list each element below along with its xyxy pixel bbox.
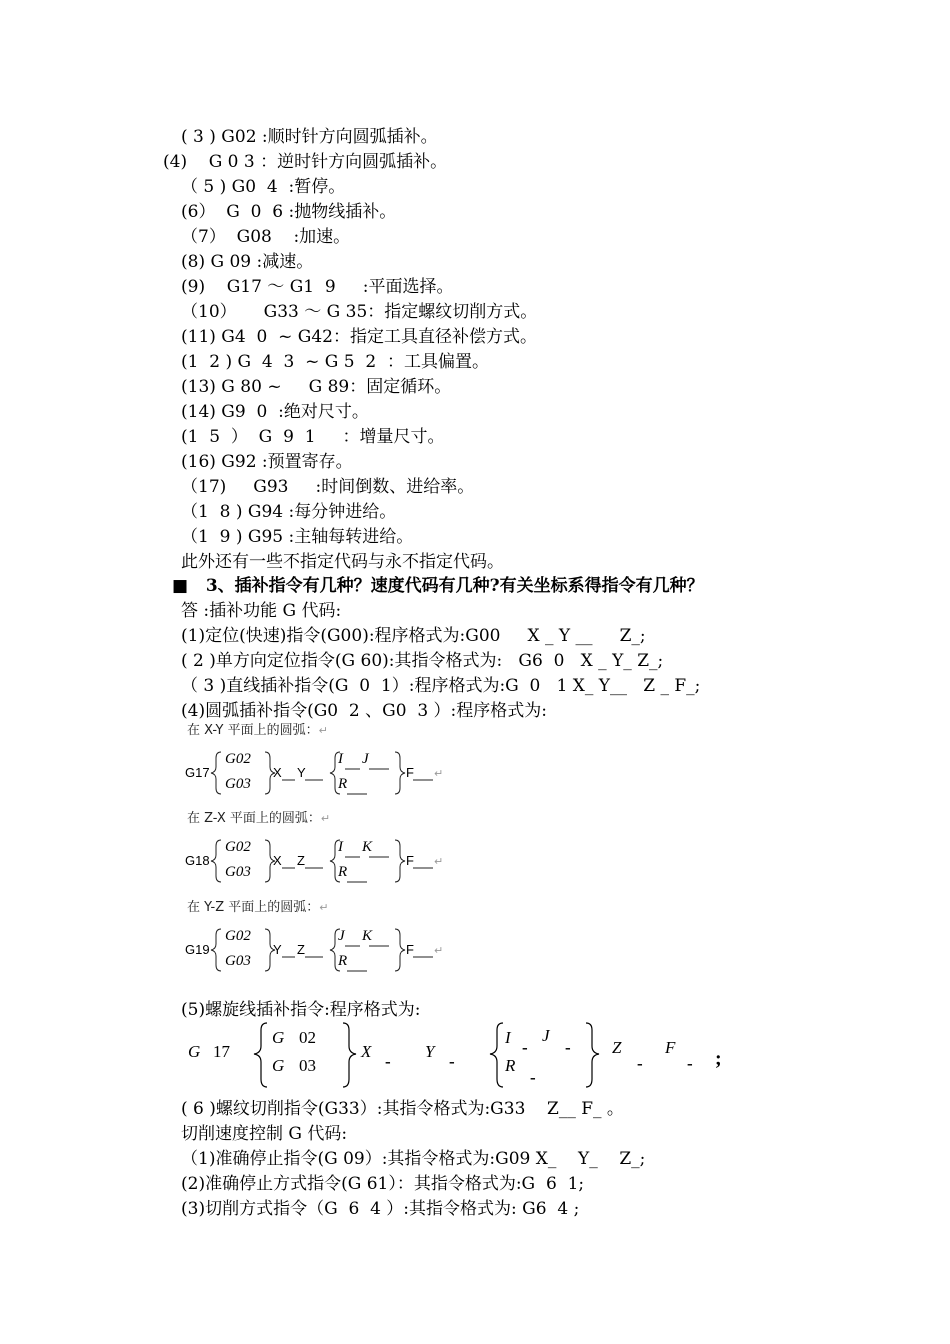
text-line: (13) G 80 ~ G 89：固定循环。 [181,377,452,397]
helix-dash: - [449,1052,455,1071]
helix-r: R [505,1056,516,1075]
axis-2: Y [297,765,306,780]
plane-code: G17 [185,765,210,780]
center-param-b: K [362,839,373,855]
text-line: （17) G93 :时间倒数、进给率。 [181,477,475,497]
feed-param: F [406,765,414,780]
g03-code: G03 [225,953,251,969]
helix-g: G [188,1042,201,1061]
text-line: (3)切削方式指令（G 6 4 ）:其指令格式为: G6 4 ; [181,1199,580,1219]
text-line: (4) G 0 3 ：逆时针方向圆弧插补。 [163,152,448,172]
g03-code: G03 [225,864,251,880]
radius-param: R [338,953,348,969]
feed-param: F [406,853,414,868]
center-param-a: I [338,751,343,767]
text-line: 切削速度控制 G 代码: [181,1124,348,1144]
helix-i: I [505,1028,511,1047]
arc-formula [185,925,455,975]
text-line: (11) G4 0 ~ G42：指定工具直径补偿方式。 [181,327,537,347]
text-line: (1 5 ） G 9 1 ：增量尺寸。 [181,427,445,447]
text-line: （7） G08 :加速。 [181,227,351,247]
text-line: （1)准确停止指令(G 09）:其指令格式为:G09 X_ Y_ Z_; [181,1149,646,1169]
helix-x: X [361,1042,372,1061]
arc-caption: 在 Y-Z 平面上的圆弧：↵ [187,900,329,915]
text-line: (2)准确停止方式指令(G 61）：其指令格式为:G 6 1; [181,1174,585,1194]
g02-code: G02 [225,839,251,855]
helix-heading: (5)螺旋线插补指令:程序格式为: [181,1000,421,1020]
plane-code: G19 [185,942,210,957]
text-line: (14) G9 0 :绝对尺寸。 [181,402,369,422]
return-mark: ↵ [434,945,444,957]
text-line: (4)圆弧插补指令(G0 2 、G0 3 ）:程序格式为: [181,701,548,721]
arc-caption: 在 X-Y 平面上的圆弧：↵ [187,723,328,738]
axis-1: X [273,765,282,780]
center-param-b: J [362,751,369,767]
helix-j: J [542,1026,550,1045]
center-param-b: K [362,928,373,944]
helix-dash: - [565,1038,571,1057]
helix-dash: - [530,1068,536,1087]
helix-y: Y [425,1042,435,1061]
helix-z: Z [612,1038,622,1057]
helix-code-top: 02 [299,1028,316,1047]
center-param-a: I [338,839,343,855]
helix-formula [185,1018,735,1093]
text-line: (9) G17 ～ G1 9 :平面选择。 [181,277,454,297]
text-line: （ 3 )直线插补指令(G 0 1）:程序格式为:G 0 1 X_ Y__ Z _ F_; [181,676,701,696]
helix-dash: - [385,1052,391,1071]
helix-dash: - [522,1038,528,1057]
text-line: （1 9 ) G95 :主轴每转进给。 [181,527,414,547]
helix-f: F [665,1038,676,1057]
arc-caption: 在 Z-X 平面上的圆弧：↵ [187,811,331,826]
helix-brace-graphics [185,1018,735,1093]
text-line: 此外还有一些不指定代码与永不指定代码。 [181,552,504,572]
text-line: (1)定位(快速)指令(G00):程序格式为:G00 X _ Y __ Z_; [181,626,646,646]
helix-semicolon: ; [715,1048,722,1070]
return-mark: ↵ [434,768,444,780]
radius-param: R [338,776,348,792]
helix-plane-number: 17 [213,1042,230,1061]
text-line: (8) G 09 :减速。 [181,252,314,272]
helix-g-bottom: G [272,1056,285,1075]
axis-2: Z [297,942,305,957]
radius-param: R [338,864,348,880]
axis-1: Y [273,942,282,957]
feed-param: F [406,942,414,957]
text-line: （10） G33 ～ G 35：指定螺纹切削方式。 [181,302,538,322]
helix-code-bottom: 03 [299,1056,316,1075]
center-param-a: J [338,928,345,944]
arc-formula [185,748,455,798]
g02-code: G02 [225,751,251,767]
text-line: (6） G 0 6 :抛物线插补。 [181,202,397,222]
g03-code: G03 [225,776,251,792]
text-line: ( 6 )螺纹切削指令(G33）:其指令格式为:G33 Z__ F_ 。 [181,1099,624,1119]
text-line: ( 2 )单方向定位指令(G 60):其指令格式为: G6 0 X _ Y_ Z_; [181,651,664,671]
helix-dash: - [687,1054,693,1073]
text-line: (1 2 ) G 4 3 ~ G 5 2 ：工具偏置。 [181,352,490,372]
text-line: （1 8 ) G94 :每分钟进给。 [181,502,397,522]
text-line: (16) G92 :预置寄存。 [181,452,353,472]
question-heading: ■ 3、插补指令有几种？速度代码有几种?有关坐标系得指令有几种？ [172,576,704,596]
g02-code: G02 [225,928,251,944]
axis-2: Z [297,853,305,868]
text-line: ( 3 ) G02 :顺时针方向圆弧插补。 [181,127,438,147]
axis-1: X [273,853,282,868]
arc-formula [185,836,455,886]
plane-code: G18 [185,853,210,868]
text-line: 答 :插补功能 G 代码: [181,601,342,621]
return-mark: ↵ [434,856,444,868]
text-line: （ 5 ) G0 4 :暂停。 [181,177,346,197]
helix-dash: - [637,1054,643,1073]
helix-g-top: G [272,1028,285,1047]
